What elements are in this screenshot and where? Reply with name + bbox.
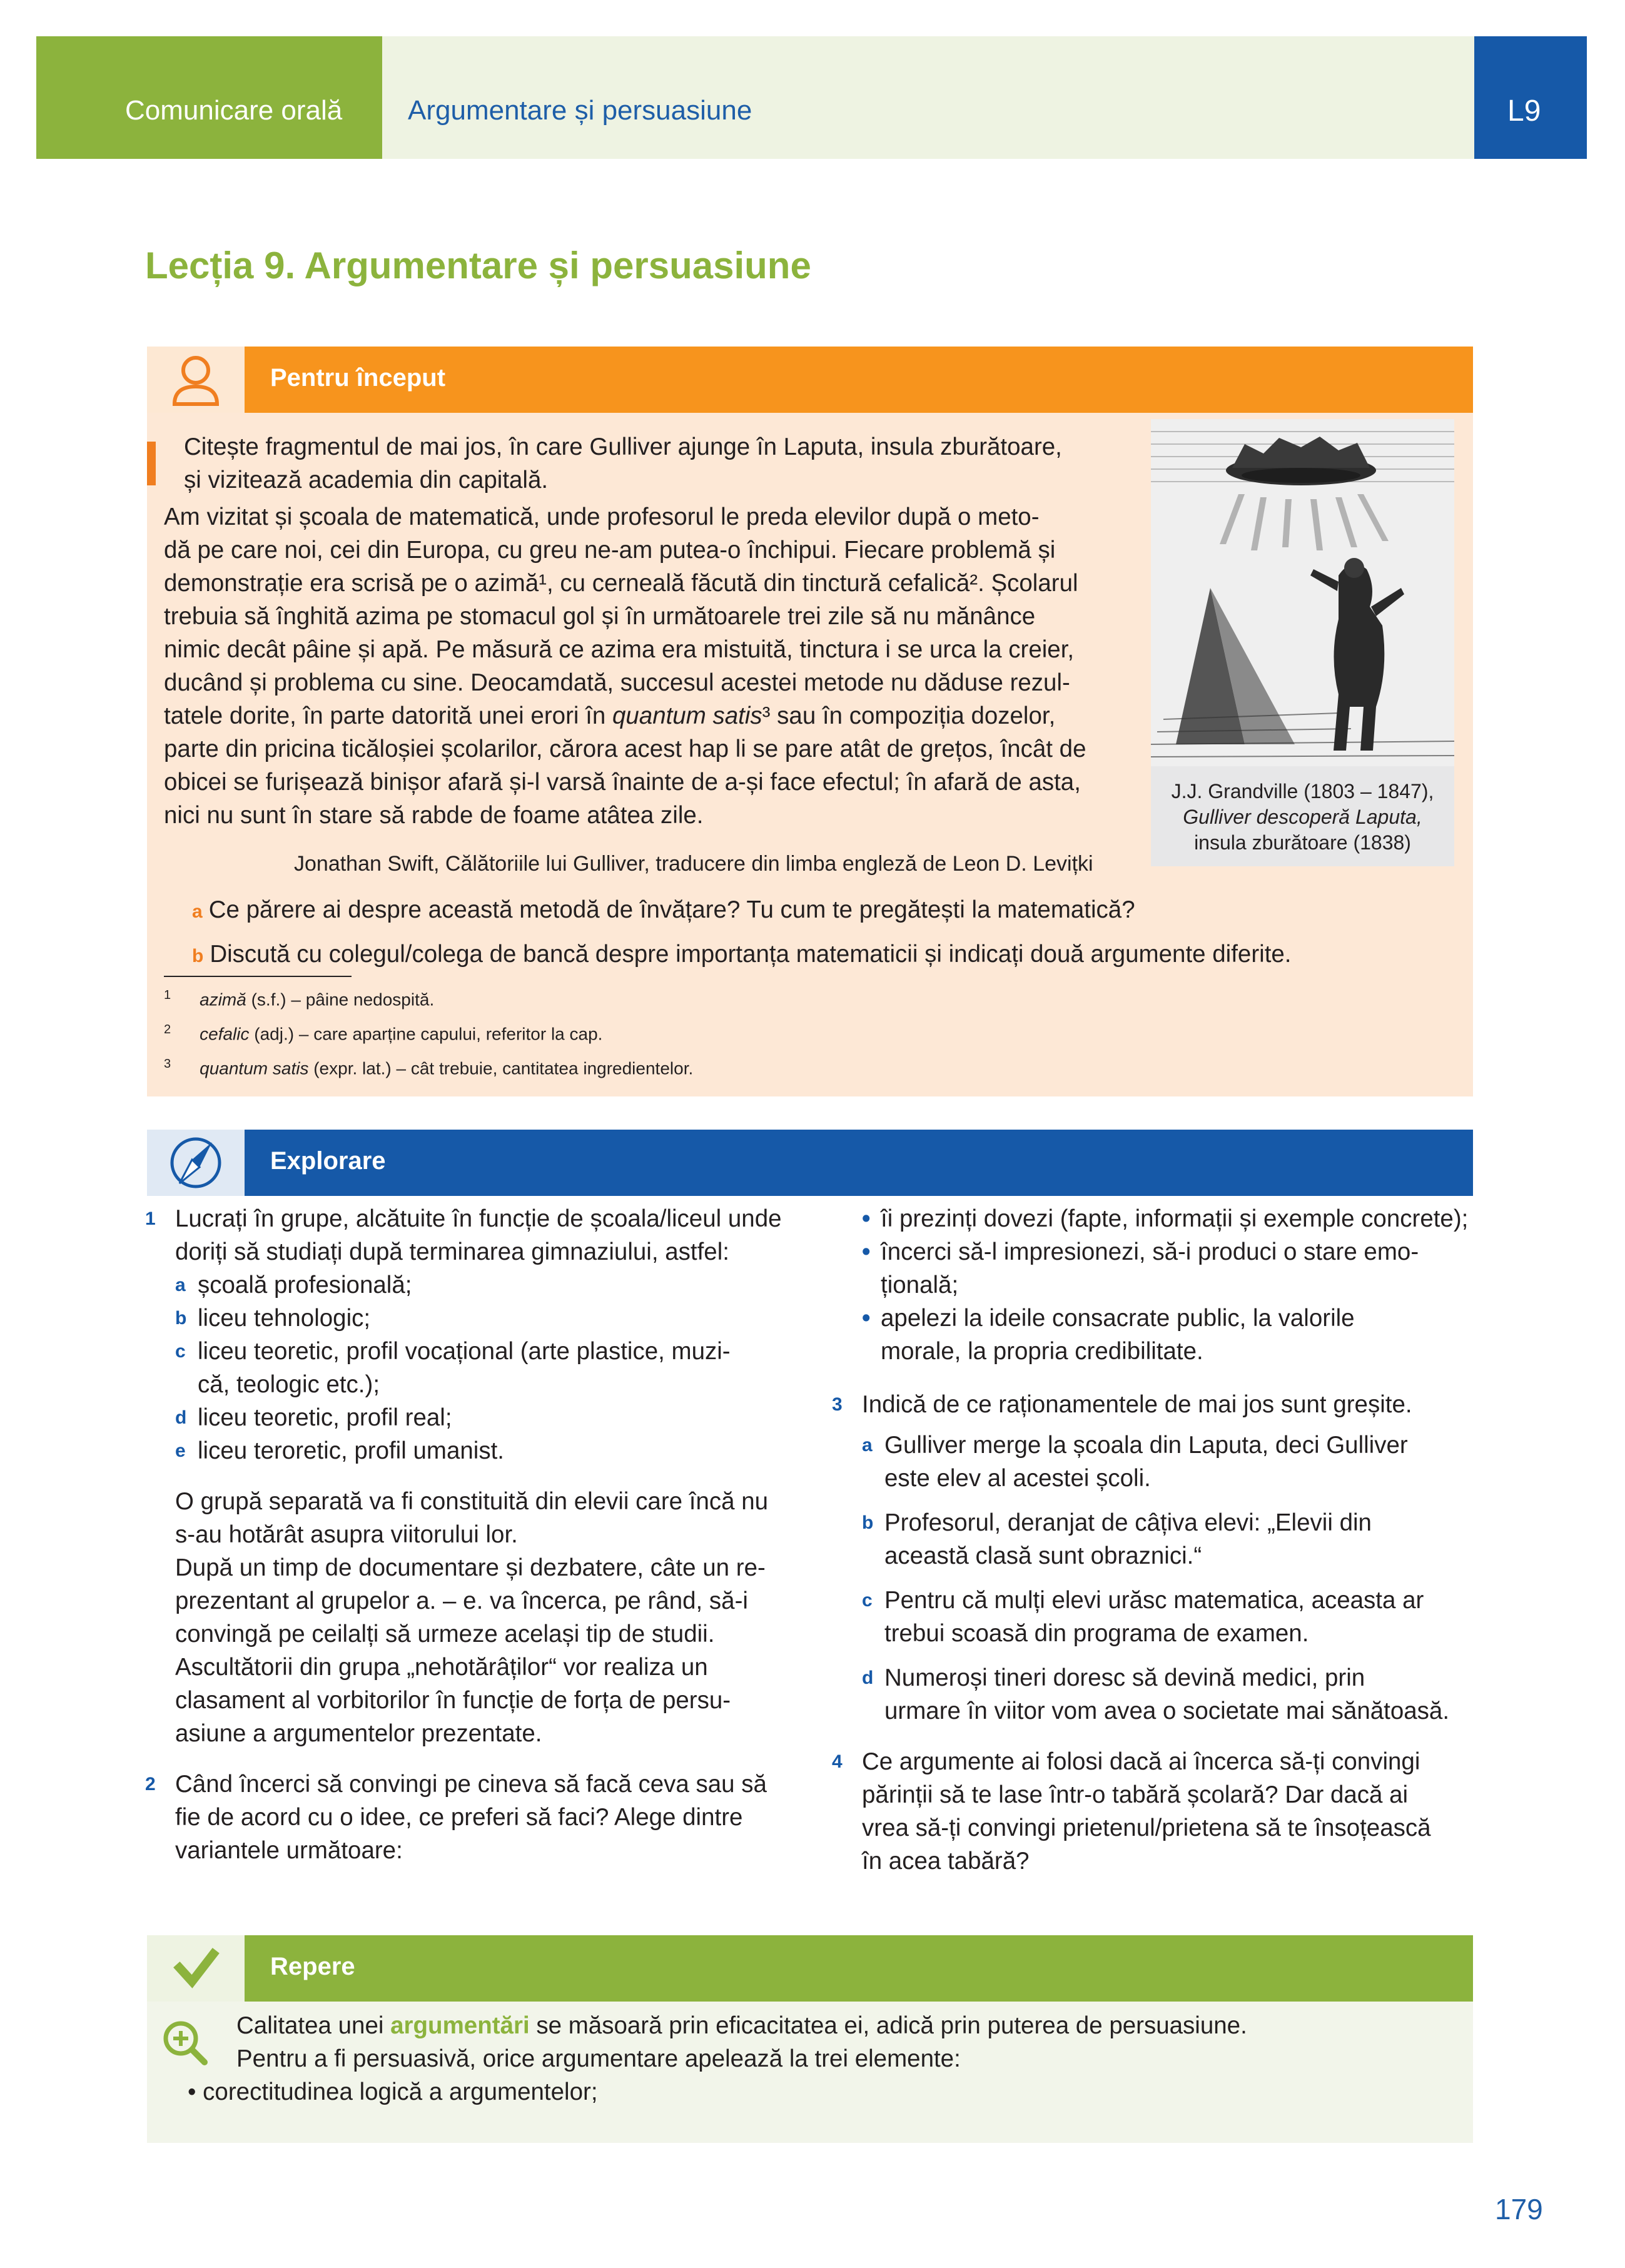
exercise-item	[175, 1401, 786, 1434]
exercise-item	[175, 1434, 786, 1467]
compass-icon	[147, 1130, 245, 1196]
start-intro	[184, 430, 1141, 497]
item-group	[862, 1429, 1473, 1728]
item-letter: b	[175, 1308, 187, 1329]
question-letter: b	[192, 946, 204, 966]
exercise-line: vrea să-ți convingi prietenul/prietena să te însoțească	[862, 1815, 1431, 1841]
item-letter: e	[175, 1440, 186, 1461]
exercise-line: fie de acord cu o idee, ce preferi să faci? Alege dintre	[175, 1804, 743, 1831]
item-text	[884, 1429, 1473, 1495]
item-line: această clasă sunt obraznici.“	[884, 1542, 1202, 1569]
exercise-number: 3	[832, 1394, 843, 1415]
exercise-line: părinții să te lase într-o tabără școlară? Dar dacă ai	[862, 1781, 1409, 1808]
excerpt-line: ducând și problema cu sine. Deocamdată, succesul acestei metode nu dăduse rezul-	[164, 669, 1070, 696]
exercise-2	[145, 1768, 786, 1867]
item-text	[884, 1506, 1473, 1572]
intro-line: și vizitează academia din capitală.	[184, 467, 549, 494]
illustration-caption	[1151, 779, 1454, 856]
excerpt-line: Am vizitat și școala de matematică, unde profesorul le preda elevilor după o meto-	[164, 504, 1040, 530]
exercise-number: 4	[832, 1751, 843, 1772]
item-line: Pentru că mulți elevi urăsc matematica, aceasta ar	[884, 1587, 1424, 1614]
highlight-term: argumentări	[390, 2012, 530, 2039]
exercise-line: convingă pe ceilalți să urmeze același tip de studii.	[175, 1621, 715, 1648]
item-letter: c	[175, 1341, 186, 1362]
item-letter: b	[862, 1512, 874, 1533]
exercise-3	[832, 1388, 1473, 1728]
item-line: școală profesională;	[198, 1272, 412, 1299]
option-text	[881, 1202, 1473, 1235]
item-text	[198, 1268, 786, 1302]
option-line: morale, la propria credibilitate.	[881, 1338, 1203, 1365]
question-letter: a	[192, 901, 203, 922]
explore-right-column	[832, 1202, 1473, 1878]
exercise-body	[862, 1388, 1473, 1728]
exercise-item	[175, 1268, 786, 1302]
repere-bullet: • corectitudinea logică a argumentelor;	[188, 2078, 598, 2105]
start-section-bar	[147, 347, 1473, 413]
exercise-item	[862, 1506, 1473, 1572]
lesson-title: Lecția 9. Argumentare și persuasiune	[145, 245, 811, 286]
item-line: urmare în viitor vom avea o societate mai sănătoasă.	[884, 1698, 1450, 1724]
excerpt-line: trebuia să înghită azima pe stomacul gol și în următoarele trei zile să nu mănânce	[164, 603, 1036, 630]
repere-line: Calitatea unei argumentări se măsoară prin eficacitatea ei, adică prin puterea de persuasiune.	[236, 2012, 1247, 2039]
option-text	[881, 1235, 1473, 1302]
question-a	[192, 896, 1135, 924]
exercise-line: O grupă separată va fi constituită din elevii care încă nu	[175, 1488, 769, 1515]
repere-section-label: Repere	[270, 1953, 355, 1980]
exercise-item	[175, 1302, 786, 1335]
checkmark-icon	[147, 1935, 245, 2002]
exercise-line: Ascultătorii din grupa „nehotărâților“ vor realiza un	[175, 1654, 708, 1681]
exercise-line: variantele următoare:	[175, 1837, 403, 1864]
excerpt-line: nici nu sunt în stare să rabde de foame atâtea zile.	[164, 802, 704, 829]
exercise-line: Lucrați în grupe, alcătuite în funcție de școala/liceul unde	[175, 1205, 782, 1232]
item-line: trebui scoasă din programa de examen.	[884, 1620, 1309, 1647]
question-text: Ce părere ai despre această metodă de învățare? Tu cum te pregătești la matematică?	[208, 896, 1135, 923]
exercise-body	[175, 1202, 786, 1750]
option-item	[862, 1202, 1473, 1235]
exercise-4	[832, 1745, 1473, 1878]
item-line: liceu tehnologic;	[198, 1305, 371, 1332]
footnote: $^2$ cefalic (adj.) – care aparține capului, referitor la cap.	[164, 1023, 603, 1044]
bullet-icon: •	[862, 1238, 871, 1265]
excerpt-line: demonstrație era scrisă pe o azimă¹, cu cerneală făcută din tinctură cefalică². Școlarul	[164, 570, 1078, 597]
exercise-line: Ce argumente ai folosi dacă ai încerca să-ți convingi	[862, 1748, 1420, 1775]
exercise-body	[862, 1745, 1473, 1878]
exercise-line: Indică de ce raționamentele de mai jos sunt greșite.	[862, 1391, 1412, 1418]
excerpt-line: dă pe care noi, cei din Europa, cu greu ne-am putea-o închipui. Fiecare problemă și	[164, 537, 1056, 564]
item-line: Gulliver merge la școala din Laputa, deci Gulliver	[884, 1432, 1408, 1459]
item-line: este elev al acestei școli.	[884, 1465, 1151, 1492]
intro-line: Citește fragmentul de mai jos, în care Gulliver ajunge în Laputa, insula zburătoare,	[184, 433, 1062, 460]
footnote: $^1$ azimă (s.f.) – pâine nedospită.	[164, 988, 435, 1010]
repere-line: Pentru a fi persuasivă, orice argumentare apelează la trei elemente:	[236, 2045, 961, 2072]
item-text	[198, 1434, 786, 1467]
page-number: 179	[1495, 2193, 1543, 2225]
item-line: Numeroși tineri doresc să devină medici, prin	[884, 1664, 1365, 1691]
explore-left-column	[145, 1202, 786, 1867]
exercise-item	[862, 1661, 1473, 1728]
item-letter: d	[862, 1668, 874, 1688]
exercise-number: 2	[145, 1774, 156, 1795]
gulliver-laputa-illustration	[1151, 419, 1454, 766]
option-line: țională;	[881, 1272, 959, 1299]
exercise-line: s-au hotărât asupra viitorului lor.	[175, 1521, 518, 1548]
start-section-label: Pentru început	[270, 364, 446, 392]
bullet-icon: •	[862, 1205, 871, 1232]
option-item	[862, 1235, 1473, 1302]
excerpt-line: tatele dorite, în parte datorită unei erori în quantum satis³ sau în compoziția dozelor,	[164, 702, 1056, 729]
excerpt-paragraph	[164, 500, 1130, 832]
item-letter: d	[175, 1407, 187, 1428]
question-b	[192, 941, 1292, 968]
excerpt-source: Jonathan Swift, Călătoriile lui Gulliver, traducere din limba engleză de Leon D. Levițki	[294, 852, 1093, 876]
person-icon	[147, 347, 245, 413]
exercise-line: Când încerci să convingi pe cineva să facă ceva sau să	[175, 1771, 767, 1798]
caption-line: insula zburătoare (1838)	[1194, 831, 1411, 854]
excerpt-term: quantum satis	[612, 702, 762, 729]
exercise-line: doriți să studiați după terminarea gimnaziului, astfel:	[175, 1238, 729, 1265]
item-line: liceu teroretic, profil umanist.	[198, 1437, 504, 1464]
item-text	[198, 1335, 786, 1401]
header-lesson-code: L9	[1507, 94, 1541, 128]
item-line: liceu teoretic, profil real;	[198, 1404, 452, 1431]
exercise-body	[175, 1768, 786, 1867]
bullet-icon: •	[862, 1305, 871, 1332]
question-text: Discută cu colegul/colega de bancă despre importanța matematicii și indicați două argumente diferite.	[210, 941, 1292, 968]
option-list	[862, 1202, 1473, 1368]
option-line: îi prezinți dovezi (fapte, informații și exemple concrete);	[881, 1205, 1469, 1232]
exercise-line: asiune a argumentelor prezentate.	[175, 1720, 542, 1747]
caption-line: Gulliver descoperă Laputa,	[1183, 806, 1422, 828]
item-line: Profesorul, deranjat de câțiva elevi: „Elevii din	[884, 1509, 1372, 1536]
exercise-item	[175, 1335, 786, 1401]
footnote: $^3$ quantum satis (expr. lat.) – cât trebuie, cantitatea ingredientelor.	[164, 1057, 694, 1078]
magnifier-plus-icon	[159, 2017, 210, 2070]
caption-line: J.J. Grandville (1803 – 1847),	[1171, 780, 1434, 802]
option-text	[881, 1302, 1473, 1368]
excerpt-line: obicei se furișează binișor afară și-l varsă înainte de a-și face efectul; în afară de asta,	[164, 769, 1081, 796]
exercise-paragraph	[175, 1485, 786, 1750]
footnote-divider	[164, 976, 352, 977]
item-line: liceu teoretic, profil vocațional (arte plastice, muzi-	[198, 1338, 731, 1365]
exercise-item	[862, 1429, 1473, 1495]
item-letter: a	[862, 1435, 873, 1455]
excerpt-line: nimic decât pâine și apă. Pe măsură ce azima era mistuită, tinctura i se urca la creier,	[164, 636, 1075, 663]
exercise-line: După un timp de documentare și dezbatere, câte un re-	[175, 1554, 766, 1581]
item-text	[884, 1661, 1473, 1728]
exercise-1	[145, 1202, 786, 1750]
item-text	[198, 1401, 786, 1434]
option-line: apelezi la ideile consacrate public, la valorile	[881, 1305, 1355, 1332]
item-letter: a	[175, 1275, 186, 1295]
item-line: că, teologic etc.);	[198, 1371, 380, 1398]
option-line: încerci să-l impresionezi, să-i produci o stare emo-	[881, 1238, 1419, 1265]
repere-section-bar	[147, 1935, 1473, 2002]
item-text	[198, 1302, 786, 1335]
option-item	[862, 1302, 1473, 1368]
header-section: Comunicare orală	[125, 95, 343, 126]
exercise-line: în acea tabără?	[862, 1848, 1030, 1875]
excerpt-line: parte din pricina ticăloșiei școlarilor, cărora acest hap li se pare atât de grețos, încât de	[164, 736, 1086, 762]
explore-section-label: Explorare	[270, 1147, 386, 1175]
item-text	[884, 1584, 1473, 1650]
item-letter: c	[862, 1590, 873, 1611]
explore-section-bar	[147, 1130, 1473, 1196]
exercise-number: 1	[145, 1208, 156, 1229]
intro-marker	[147, 442, 156, 485]
exercise-item	[862, 1584, 1473, 1650]
exercise-line: prezentant al grupelor a. – e. va încerca, pe rând, să-i	[175, 1587, 748, 1614]
exercise-line: clasament al vorbitorilor în funcție de forța de persu-	[175, 1687, 731, 1714]
header-topic: Argumentare și persuasiune	[408, 95, 752, 126]
